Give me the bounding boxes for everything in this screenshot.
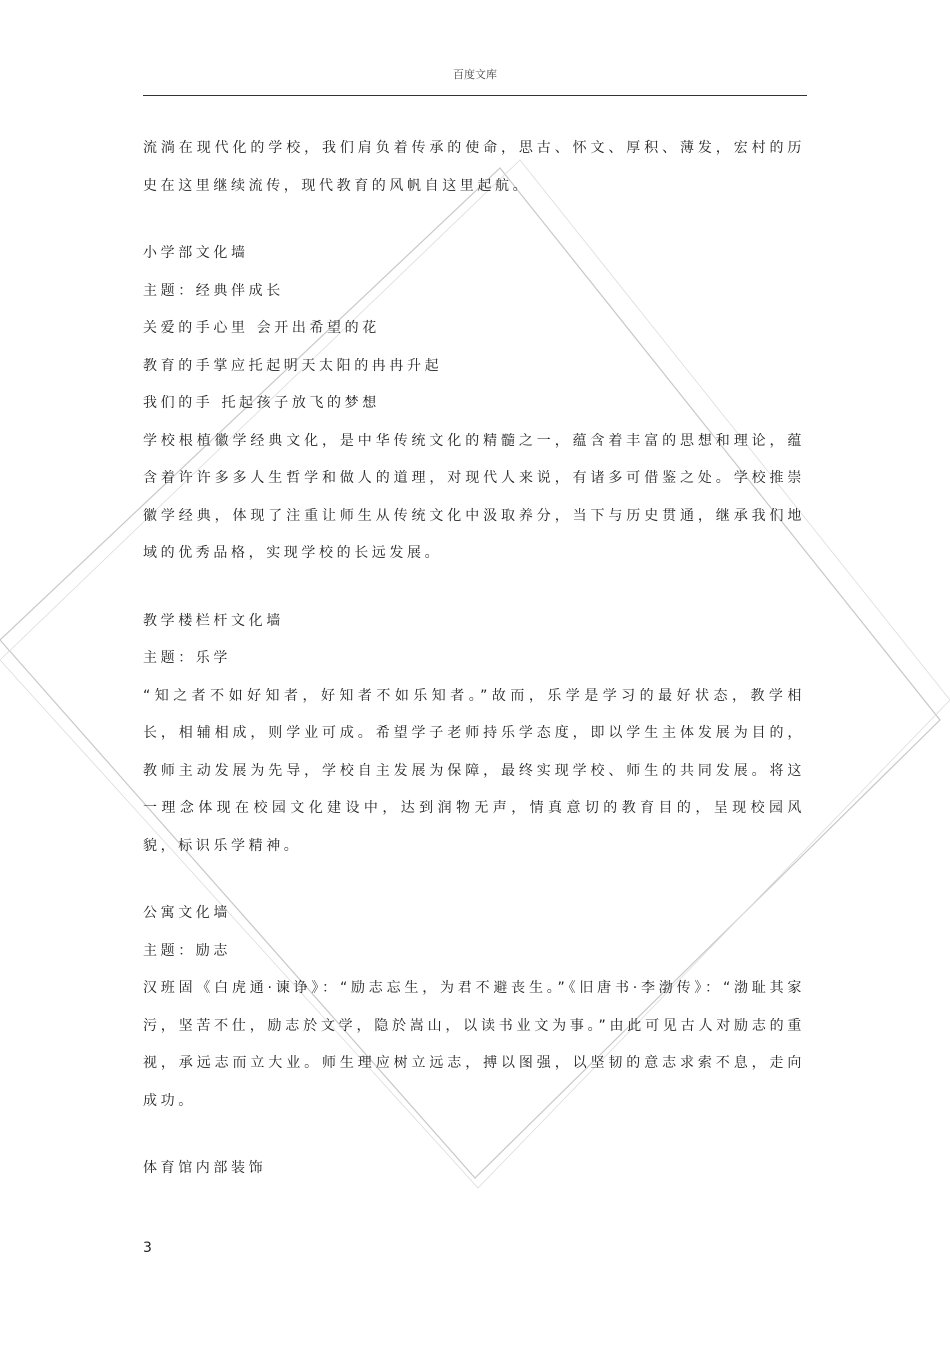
section-heading-gym-decor: 体育馆内部装饰 [143,1160,267,1176]
verse-line: 我们的手 托起孩子放飞的梦想 [143,395,380,411]
section-gap [143,1120,805,1150]
intro-paragraph: 流淌在现代化的学校，我们肩负着传承的使命，思古、怀文、厚积、薄发，宏村的历史在这里继续流传，现代教育的风帆自这里起航。 [143,140,805,194]
section-gap [143,865,805,895]
page-number: 3 [143,1240,152,1256]
section-heading-railing-wall: 教学楼栏杆文化墙 [143,612,284,629]
section-heading-dorm-wall: 公寓文化墙 [143,905,231,921]
page-header: 百度文库 [453,68,497,81]
verse-line: 教育的手掌应托起明天太阳的冉冉升起 [143,357,443,374]
section-gap [143,573,805,603]
section-gap [143,205,805,235]
body-paragraph: 汉班固《白虎通·谏诤》：“励志忘生，为君不避丧生。”《旧唐书·李渤传》：“渤耻其家污，坚苦不仕，励志於文学，隐於嵩山，以读书业文为事。”由此可见古人对励志的重视，承远志而立大业。师生理应树立远志，搏以图强，以坚韧的意志求索不息，走向成功。 [143,980,805,1109]
theme-line: 主题：励志 [143,942,231,959]
verse-line: 关爱的手心里 会开出希望的花 [143,320,380,336]
theme-line: 主题：经典伴成长 [143,282,284,299]
body-paragraph: 学校根植徽学经典文化，是中华传统文化的精髓之一，蕴含着丰富的思想和理论，蕴含着许许多多人生哲学和做人的道理，对现代人来说，有诸多可借鉴之处。学校推崇徽学经典，体现了注重让师生从传统文化中汲取养分，当下与历史贯通，继承我们地域的优秀品格，实现学校的长远发展。 [143,432,805,561]
header-divider [143,95,807,96]
body-paragraph: “知之者不如好知者，好知者不如乐知者。”故而，乐学是学习的最好状态，教学相长，相辅相成，则学业可成。希望学子老师持乐学态度，即以学生主体发展为目的，教师主动发展为先导，学校自主发展为保障，最终实现学校、师生的共同发展。将这一理念体现在校园文化建设中，达到润物无声，情真意切的教育目的，呈现校园风貌，标识乐学精神。 [143,687,805,854]
section-heading-primary-wall: 小学部文化墙 [143,245,249,261]
document-body [143,130,805,1188]
theme-line: 主题：乐学 [143,650,231,666]
